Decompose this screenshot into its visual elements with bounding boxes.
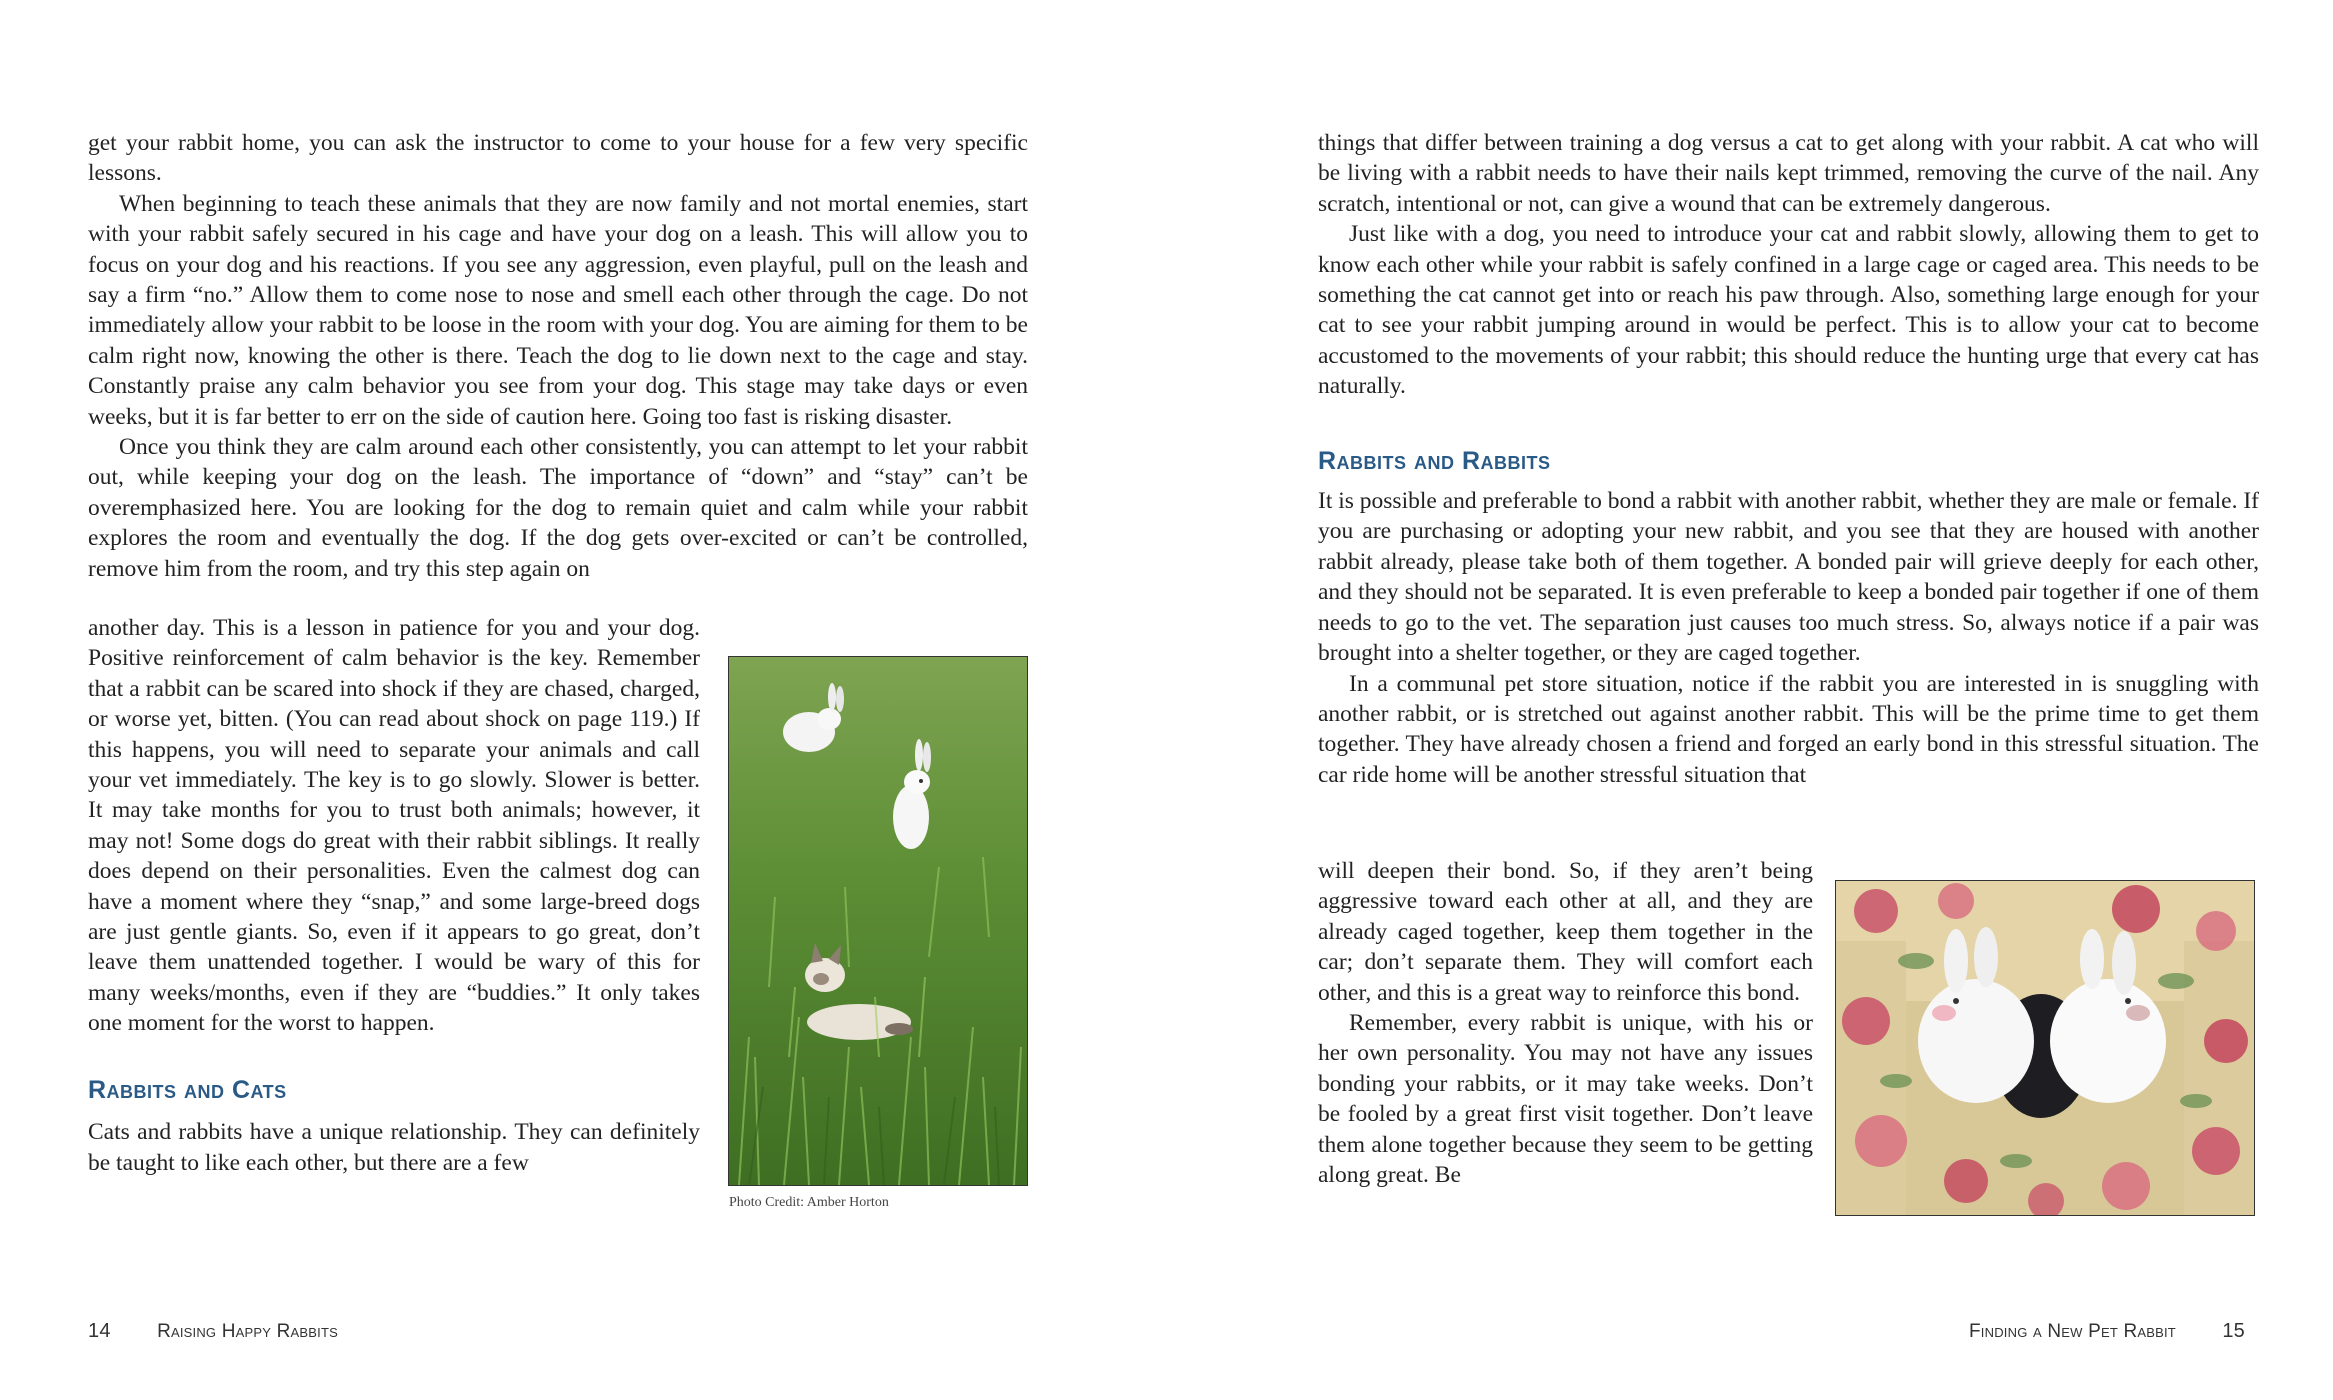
right-paragraph-4a: In a communal pet store situation, notice if the rabbit you are interested in is snuggling with another rabbit, or is stretched out against another rabbit. This will be the prime time to get them together. They have already chosen a friend and forged an early bond in this stressful situation. The car ride home will be another stressful situation that	[1318, 670, 2259, 788]
right-text-wrapped	[1318, 856, 1813, 1190]
right-footer	[1969, 1320, 2245, 1343]
page-number: 15	[2222, 1320, 2245, 1342]
left-footer	[88, 1320, 338, 1343]
left-paragraph-1: get your rabbit home, you can ask the instructor to come to your house for a few very specific lessons.	[88, 130, 1028, 187]
left-paragraph-4: Cats and rabbits have a unique relationship. They can definitely be taught to like each other, but there are a few	[88, 1119, 700, 1176]
left-paragraph-3a: Once you think they are calm around each other consistently, you can attempt to let your rabbit out, while keeping your dog on the leash. The importance of “down” and “stay” can’t be overemphasized here. You are looking for the dog to remain quiet and calm while your rabbit explores the room and eventually the dog. If the dog gets over-excited or can’t be controlled, remove him from the room, and try this step again on	[88, 434, 1028, 582]
left-text-top	[88, 128, 1028, 584]
right-paragraph-4b: will deepen their bond. So, if they aren’t being aggressive toward each other at all, and they are already caged together, keep them together in the car; don’t separate them. They will comfort each other, and this is a great way to reinforce this bond.	[1318, 858, 1813, 1006]
section-heading-rabbits-and-cats: Rabbits and Cats	[88, 1075, 287, 1104]
photo-rabbits-on-floral-chair	[1835, 880, 2255, 1216]
section-heading-rabbits-and-rabbits: Rabbits and Rabbits	[1318, 446, 1551, 475]
right-paragraph-1: things that differ between training a dog versus a cat to get along with your rabbit. A cat who will be living with a rabbit needs to have their nails kept trimmed, removing the curve of the nail. Any scratch, intentional or not, can give a wound that can be extremely dangerous.	[1318, 130, 2259, 217]
running-title: Finding a New Pet Rabbit	[1969, 1321, 2176, 1342]
left-paragraph-2: When beginning to teach these animals that they are now family and not mortal enemies, start with your rabbit safely secured in his cage and have your dog on a leash. This will allow you to focus on your dog and his reactions. If you see any aggression, even playful, pull on the leash and say a firm “no.” Allow them to come nose to nose and smell each other through the cage. Do not immediately allow your rabbit to be loose in the room with your dog. You are aiming for them to be calm right now, knowing the other is there. Teach the dog to lie down next to the cage and stay. Constantly praise any calm behavior you see from your dog. This stage may take days or even weeks, but it is far better to err on the side of caution here. Going too fast is risking disaster.	[88, 190, 1028, 430]
right-page	[1167, 0, 2333, 1400]
running-title: Raising Happy Rabbits	[157, 1321, 338, 1342]
left-page	[0, 0, 1166, 1400]
page-number: 14	[88, 1320, 111, 1342]
left-paragraph-3b: another day. This is a lesson in patience for you and your dog. Positive reinforcement of calm behavior is the key. Remember that a rabbit can be scared into shock if they are chased, charged, or worse yet, bitten. (You can read about shock on page 119.) If this happens, you will need to separate your animals and call your vet immediately. The key is to go slowly. Slower is better. It may take months for you to trust both animals; however, it may not! Some dogs do great with their rabbit siblings. It really does depend on their personalities. Even the calmest dog can have a moment where they “snap,” and some large-breed dogs are just gentle giants. So, even if it appears to go great, don’t leave them unattended together. I would be wary of this for many weeks/months, even if they are “buddies.” It only takes one moment for the worst to happen.	[88, 615, 700, 1037]
left-text-wrapped	[88, 613, 700, 1178]
right-text-top	[1318, 128, 2259, 790]
right-paragraph-2: Just like with a dog, you need to introduce your cat and rabbit slowly, allowing them to get to know each other while your rabbit is safely confined in a large cage or caged area. This needs to be something the cat cannot get into or reach his paw through. Also, something large enough for your cat to see your rabbit jumping around in would be perfect. This is to allow your cat to become accustomed to the movements of your rabbit; this should reduce the hunting urge that every cat has naturally.	[1318, 221, 2259, 400]
right-paragraph-5: Remember, every rabbit is unique, with his or her own personality. You may not have any issues bonding your rabbits, or it may take weeks. Don’t be fooled by a great first visit together. Don’t leave them alone together because they seem to be getting along great. Be	[1318, 1010, 1813, 1189]
photo-rabbits-and-cat-in-grass	[728, 656, 1028, 1186]
right-paragraph-3: It is possible and preferable to bond a rabbit with another rabbit, whether they are male or female. If you are purchasing or adopting your new rabbit, and you see that they are housed with another rabbit already, please take both of them together. A bonded pair will grieve deeply for each other, and they should not be separated. It is even preferable to keep a bonded pair together if one of them needs to go to the vet. The separation just causes too much stress. So, always notice if a pair was brought into a shelter together, or they are caged together.	[1318, 488, 2259, 667]
chair-scene-illustration	[1836, 881, 2254, 1215]
photo-caption: Photo Credit: Amber Horton	[729, 1195, 889, 1210]
grass-scene-illustration	[729, 657, 1027, 1185]
